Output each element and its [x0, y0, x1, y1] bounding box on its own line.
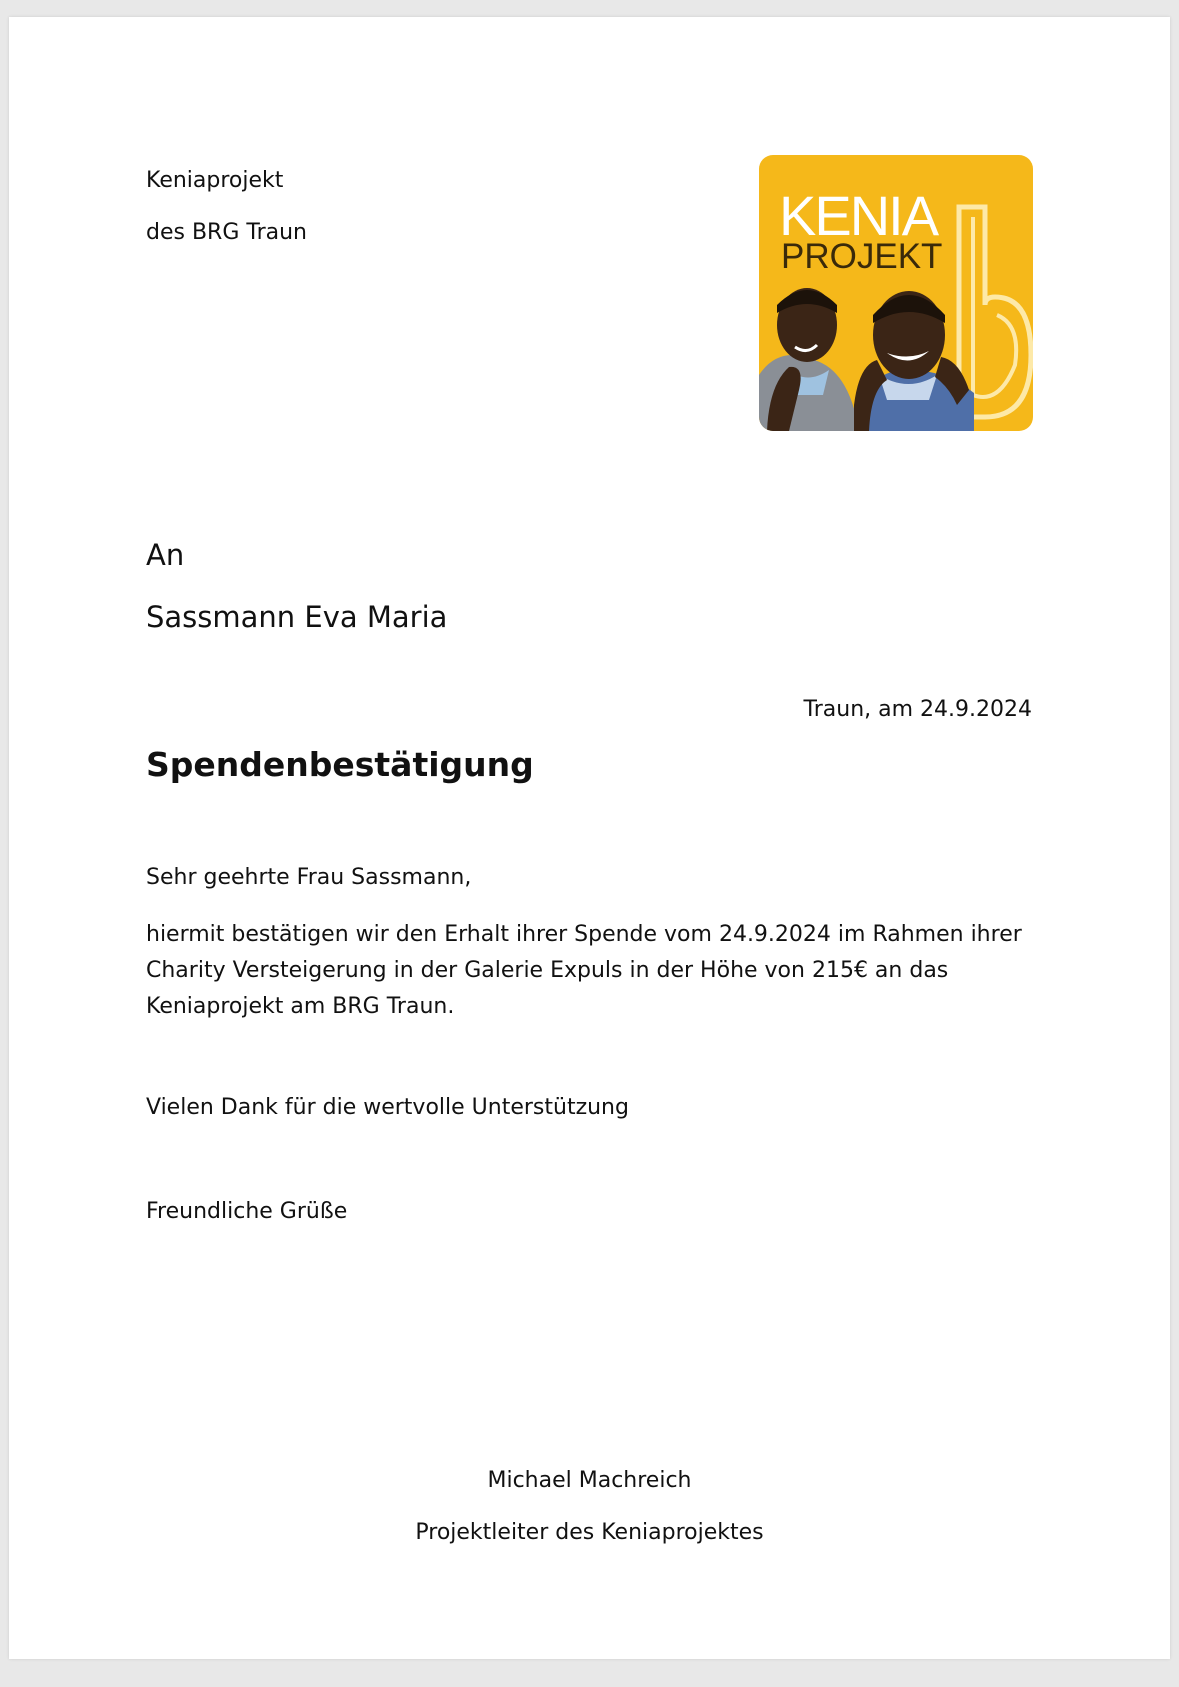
- recipient-block: [146, 524, 447, 648]
- thanks-line: Vielen Dank für die wertvolle Unterstützung: [146, 1095, 629, 1120]
- sender-organization: Keniaprojekt: [146, 168, 284, 193]
- kenia-projekt-logo: [759, 155, 1033, 431]
- signature-role: Projektleiter des Keniaprojektes: [415, 1520, 764, 1545]
- recipient-name: Sassmann Eva Maria: [146, 600, 448, 634]
- logo-title-kenia: KENIA: [779, 184, 938, 247]
- signature-block: [9, 1455, 1170, 1559]
- closing-line: Freundliche Grüße: [146, 1199, 348, 1224]
- date-line: Traun, am 24.9.2024: [803, 697, 1032, 722]
- sender-block: [146, 155, 307, 259]
- sender-school: des BRG Traun: [146, 220, 307, 245]
- letter-page: [9, 17, 1170, 1659]
- body-paragraph: hiermit bestätigen wir den Erhalt ihrer Spende vom 24.9.2024 im Rahmen ihrer Charity Versteigerung in der Galerie Expuls in der Höhe von 215€ an das Keniaprojekt am BRG Traun.: [146, 922, 1022, 1019]
- logo-title-projekt: PROJEKT: [781, 237, 943, 276]
- recipient-prefix: An: [146, 538, 185, 572]
- document-title: Spendenbestätigung: [146, 745, 534, 784]
- signature-name: Michael Machreich: [487, 1468, 692, 1493]
- salutation: Sehr geehrte Frau Sassmann,: [146, 865, 472, 890]
